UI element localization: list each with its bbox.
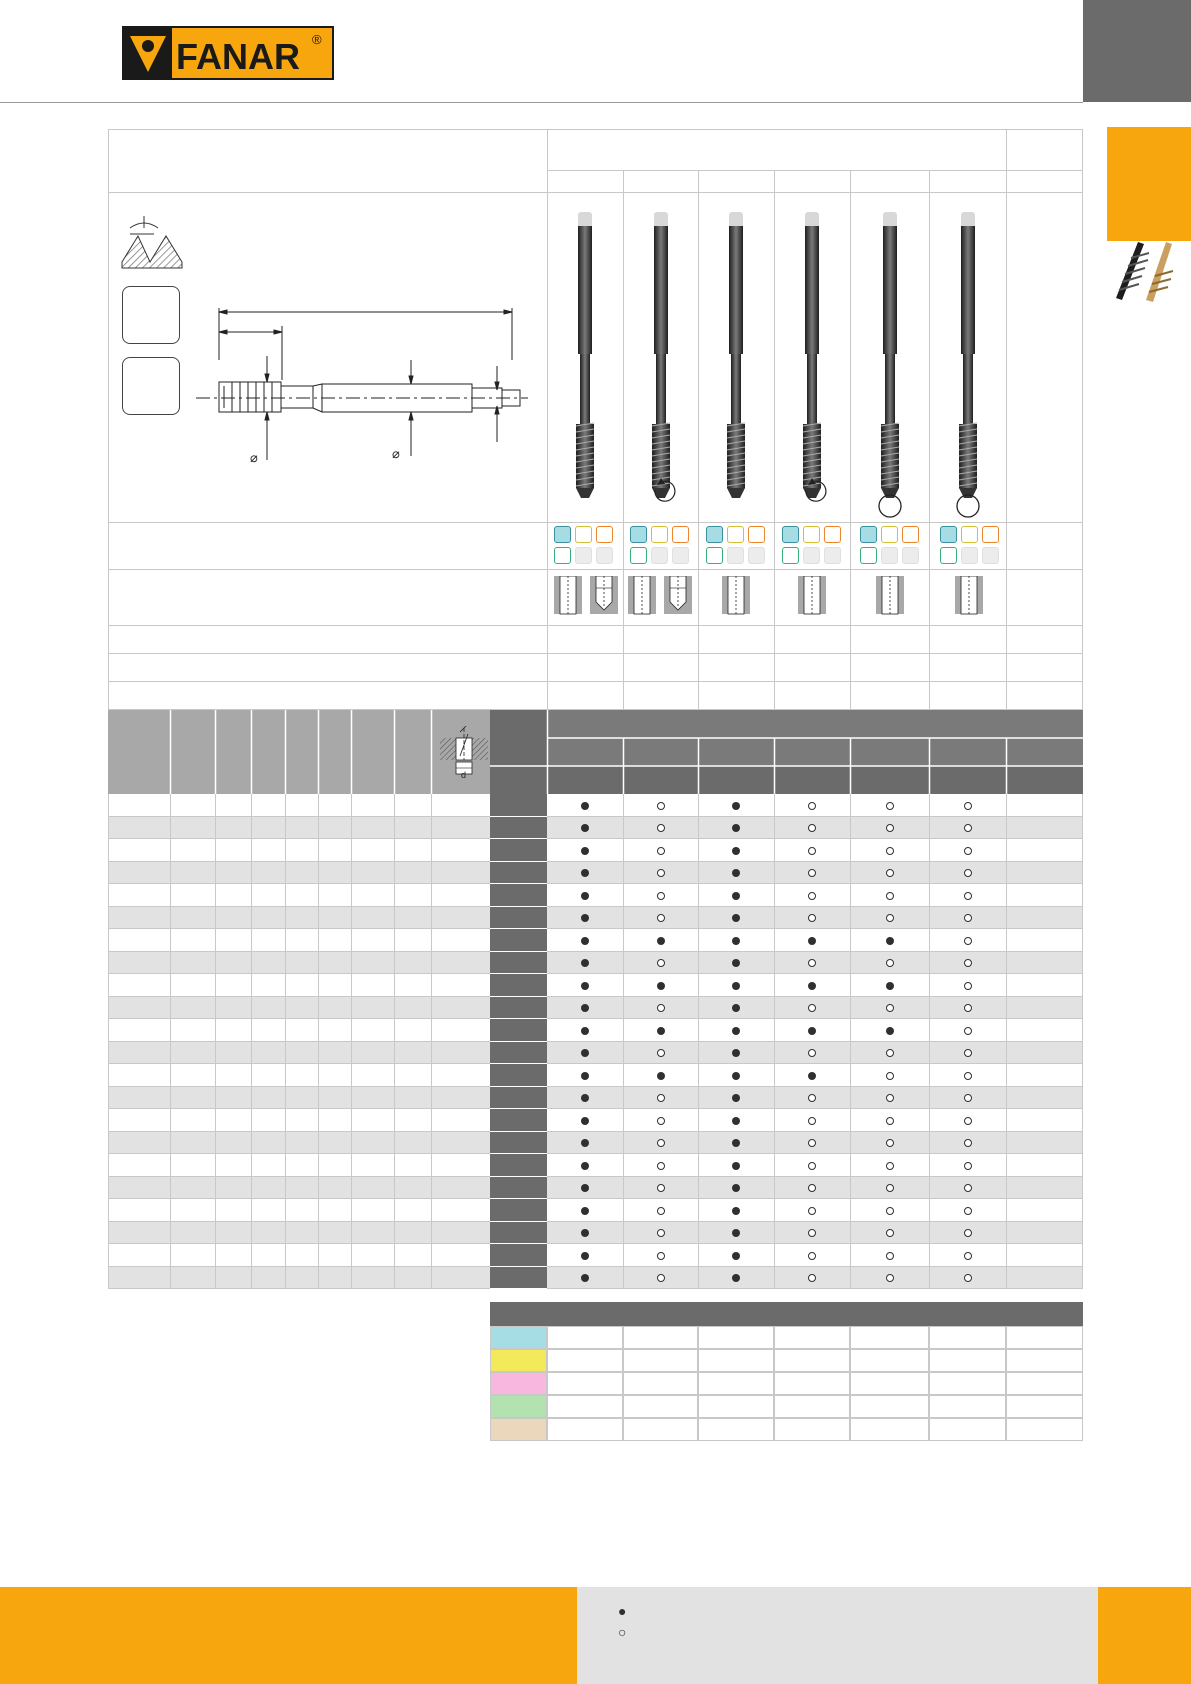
material-color-cell xyxy=(490,1395,547,1418)
material-color-cell xyxy=(490,1372,547,1395)
shank-diameter-symbol: ⌀ xyxy=(250,450,258,465)
material-value-cell xyxy=(774,1372,850,1395)
legend-on-request-symbol: ○ xyxy=(618,1624,627,1640)
material-value-cell xyxy=(547,1326,623,1349)
logo-registered-mark: ® xyxy=(312,32,322,47)
material-color-cell xyxy=(490,1349,547,1372)
material-value-cell xyxy=(774,1349,850,1372)
material-value-cell xyxy=(547,1349,623,1372)
material-value-cell xyxy=(774,1418,850,1441)
material-value-cell xyxy=(623,1395,698,1418)
material-value-cell xyxy=(774,1326,850,1349)
material-value-cell xyxy=(698,1326,774,1349)
material-value-cell xyxy=(547,1372,623,1395)
material-value-cell xyxy=(929,1326,1006,1349)
material-value-cell xyxy=(547,1418,623,1441)
material-value-cell xyxy=(774,1395,850,1418)
material-value-cell xyxy=(929,1372,1006,1395)
material-value-cell xyxy=(1006,1395,1083,1418)
material-value-cell xyxy=(1006,1326,1083,1349)
legend-stock-symbol: ● xyxy=(618,1603,627,1619)
material-color-cell xyxy=(490,1326,547,1349)
size-table-frame xyxy=(108,794,1083,1289)
material-value-cell xyxy=(929,1418,1006,1441)
material-value-cell xyxy=(1006,1372,1083,1395)
footer-legend-panel xyxy=(577,1587,1098,1684)
material-color-cell xyxy=(490,1418,547,1441)
material-value-cell xyxy=(929,1349,1006,1372)
material-value-cell xyxy=(850,1349,929,1372)
material-value-cell xyxy=(698,1349,774,1372)
material-value-cell xyxy=(698,1372,774,1395)
material-value-cell xyxy=(623,1418,698,1441)
material-header-label xyxy=(490,1302,547,1326)
material-value-cell xyxy=(698,1395,774,1418)
material-value-cell xyxy=(850,1372,929,1395)
material-value-cell xyxy=(850,1326,929,1349)
material-value-cell xyxy=(623,1372,698,1395)
material-value-cell xyxy=(1006,1418,1083,1441)
material-value-cell xyxy=(698,1418,774,1441)
material-value-cell xyxy=(850,1395,929,1418)
material-value-cell xyxy=(623,1349,698,1372)
footer-orange-band xyxy=(0,1587,577,1684)
logo-wordmark: FANAR xyxy=(176,36,300,77)
material-value-cell xyxy=(547,1395,623,1418)
footer-page-tab xyxy=(1098,1587,1191,1684)
material-value-cell xyxy=(623,1326,698,1349)
bore-depth-icon xyxy=(440,726,488,780)
material-value-cell xyxy=(1006,1349,1083,1372)
material-value-cell xyxy=(850,1418,929,1441)
bore-diameter-label: d xyxy=(461,770,467,780)
material-value-cell xyxy=(929,1395,1006,1418)
neck-diameter-symbol: ⌀ xyxy=(392,446,400,461)
material-header-values xyxy=(547,1302,1083,1326)
